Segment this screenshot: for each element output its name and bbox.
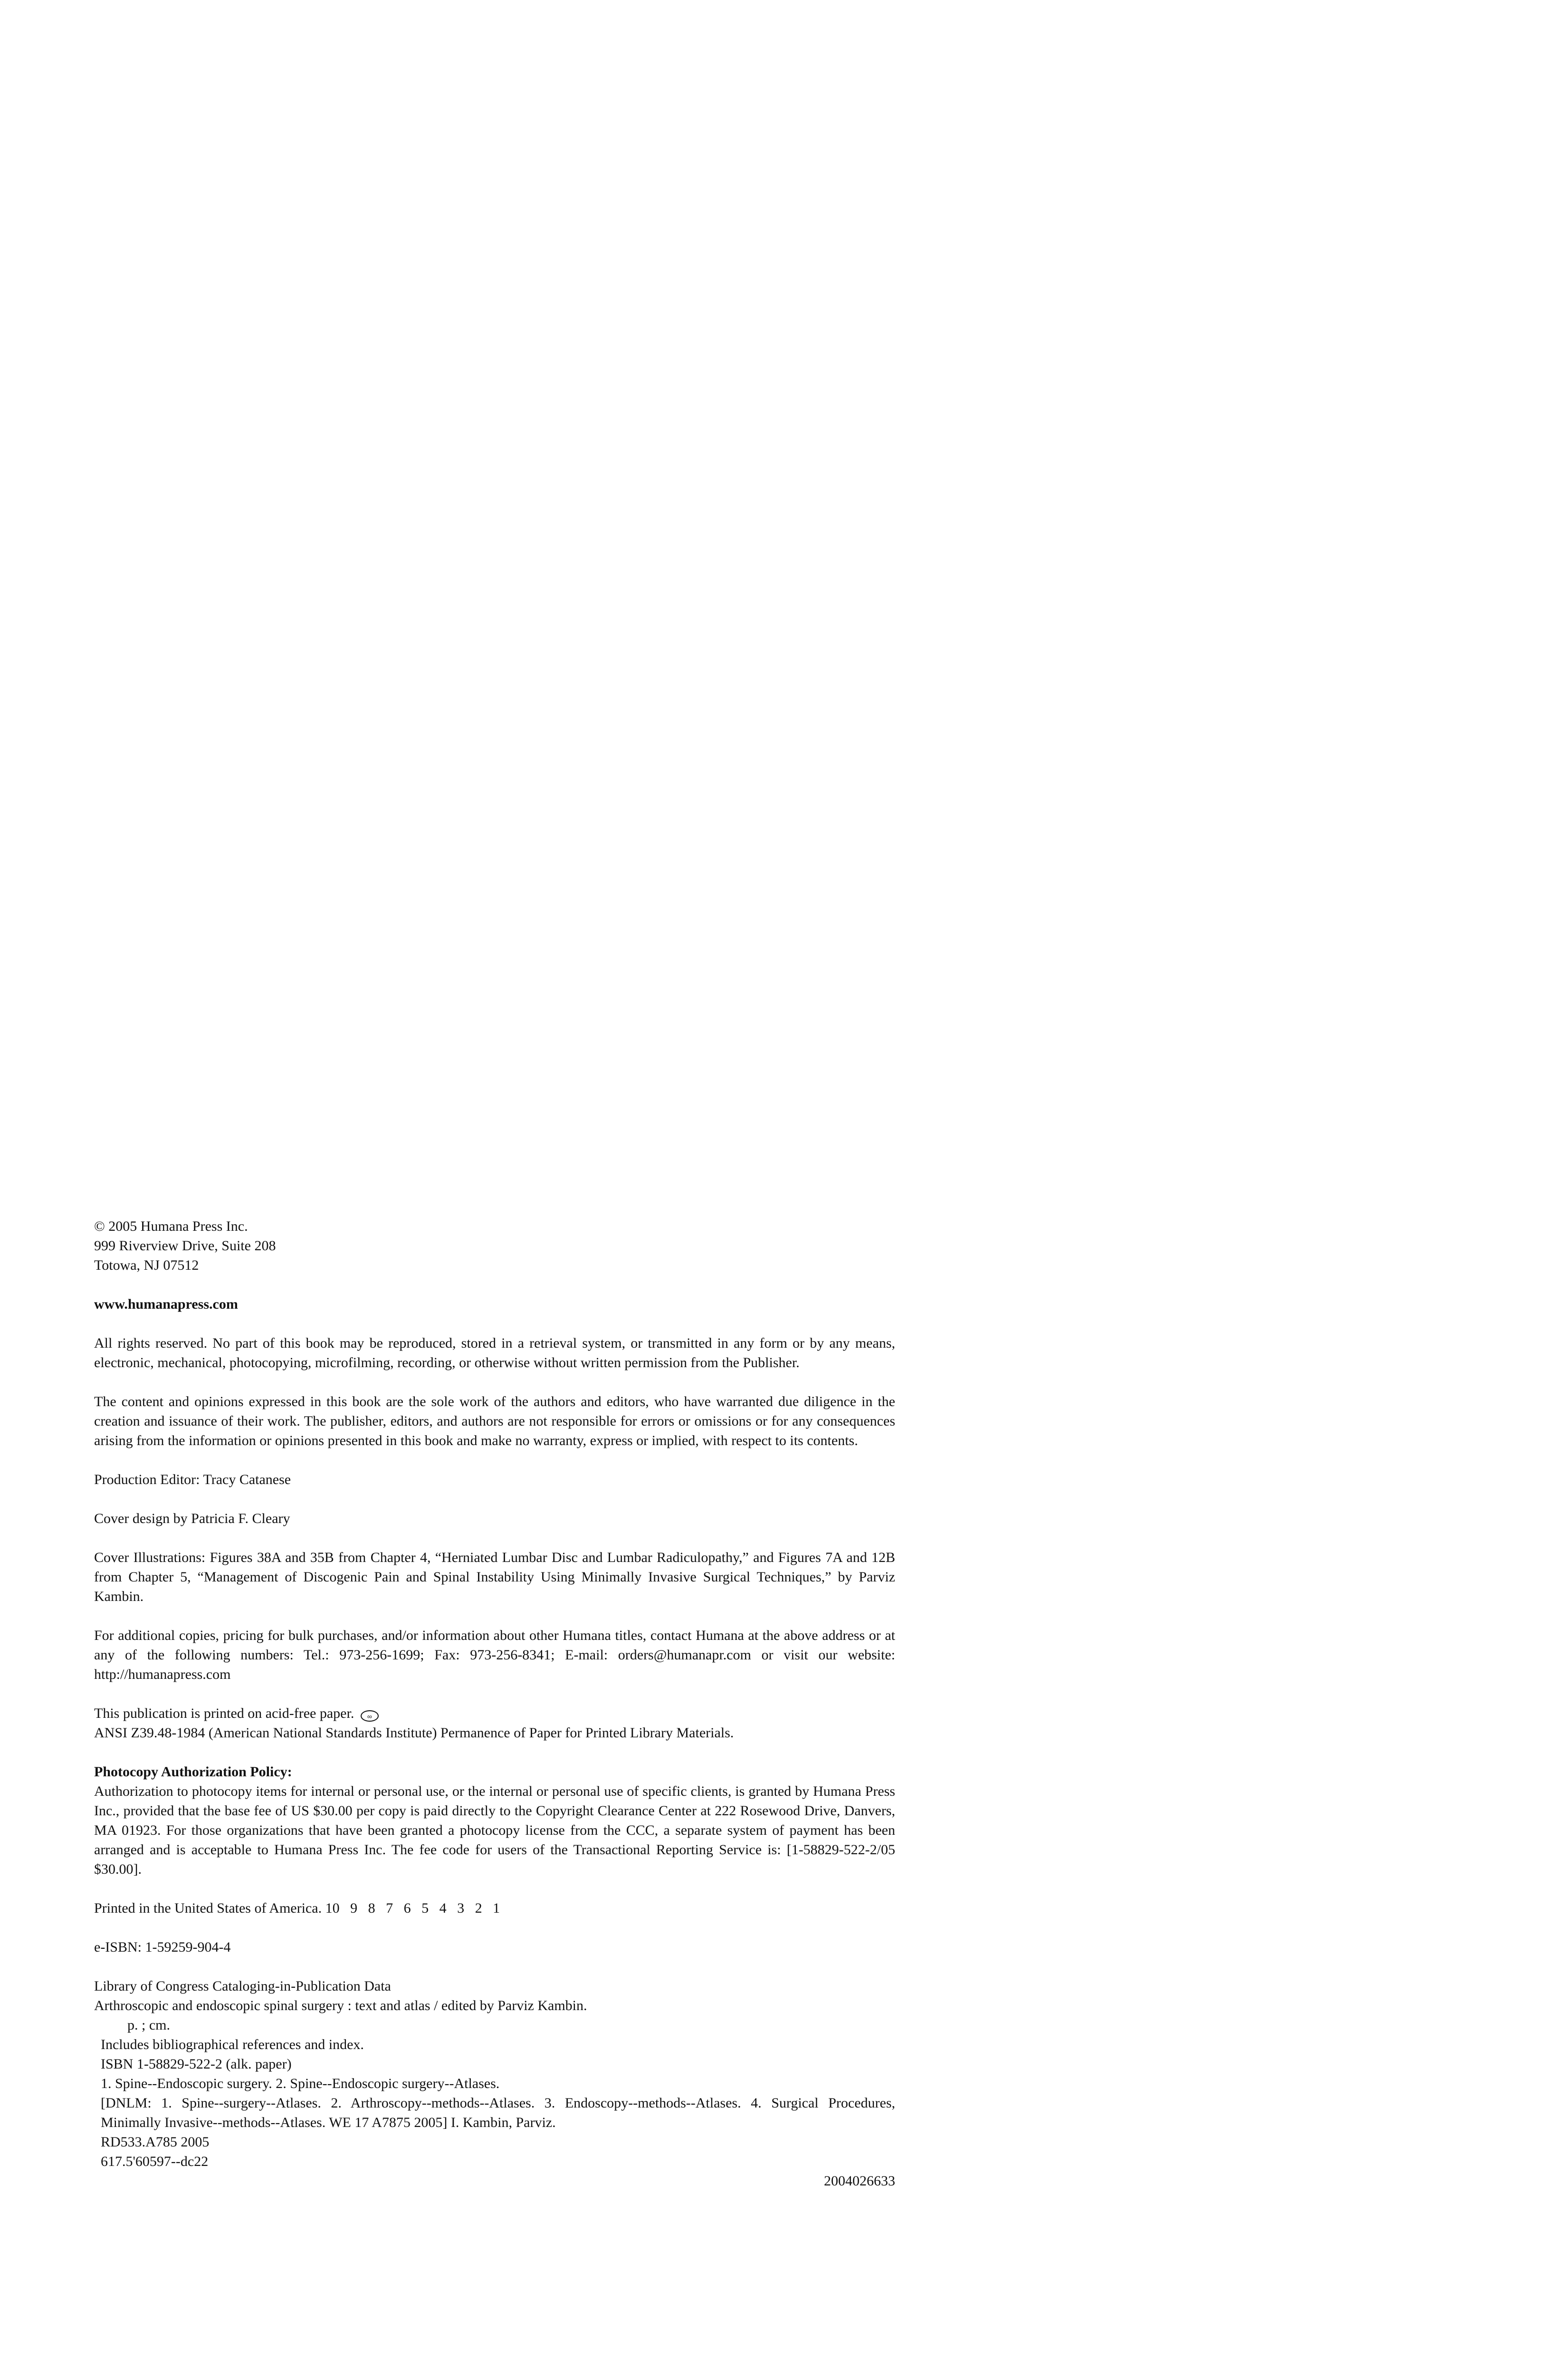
- cip-title: Arthroscopic and endoscopic spinal surgery : text and atlas / edited by Parviz Kambin.: [94, 1998, 587, 2013]
- cip-pages: p. ; cm.: [127, 2017, 170, 2033]
- additional-copies-info: For additional copies, pricing for bulk purchases, and/or information about other Humana titles, contact Humana at the above address or at any of the following numbers: Tel.: 973-256-1699; Fax: 973-256-8341; E-mail: orders@humanapr.com or visit our website: http://humanapress.com: [94, 1628, 895, 1682]
- acid-free-paper-text: This publication is printed on acid-free paper.: [94, 1705, 354, 1721]
- cip-isbn: ISBN 1-58829-522-2 (alk. paper): [101, 2056, 292, 2072]
- cip-dnlm: [DNLM: 1. Spine--surgery--Atlases. 2. Arthroscopy--methods--Atlases. 3. Endoscopy--methods--Atlases. 4. Surgical Procedures, Minimally Invasive--methods--Atlases. WE 17 A7875 2005] I. Kambin, Parviz.: [101, 2095, 895, 2130]
- publisher-website: www.humanapress.com: [94, 1296, 238, 1312]
- photocopy-policy-text: Authorization to photocopy items for internal or personal use, or the internal or personal use of specific clients, is granted by Humana Press Inc., provided that the base fee of US $30.00 per copy is paid directly to the Copyright Clearance Center at 222 Rosewood Drive, Danvers, MA 01923. For those organizations that have been granted a photocopy license from the CCC, a separate system of payment has been arranged and is acceptable to Humana Press Inc. The fee code for users of the Transactional Reporting Service is: [1-58829-522-2/05 $30.00].: [94, 1783, 895, 1877]
- copyright-page: [94, 1217, 895, 2191]
- cover-illustrations-credit: Cover Illustrations: Figures 38A and 35B from Chapter 4, “Herniated Lumbar Disc and Lumbar Radiculopathy,” and Figures 7A and 12B from Chapter 5, “Management of Discogenic Pain and Spinal Instability Using Minimally Invasive Surgical Techniques,” by Parviz Kambin.: [94, 1550, 895, 1604]
- rights-statement: All rights reserved. No part of this book may be reproduced, stored in a retrieval system, or transmitted in any form or by any means, electronic, mechanical, photocopying, microfilming, recording, or otherwise without written permission from the Publisher.: [94, 1335, 895, 1370]
- cip-includes: Includes bibliographical references and index.: [101, 2037, 364, 2052]
- ansi-standard-line: ANSI Z39.48-1984 (American National Standards Institute) Permanence of Paper for Printed Library Materials.: [94, 1725, 734, 1741]
- cip-call-number: RD533.A785 2005: [101, 2134, 210, 2150]
- cip-heading: Library of Congress Cataloging-in-Publication Data: [94, 1978, 391, 1994]
- printing-numbers: 10 9 8 7 6 5 4 3 2 1: [325, 1900, 500, 1916]
- disclaimer-paragraph: The content and opinions expressed in this book are the sole work of the authors and editors, who have warranted due diligence in the creation and issuance of their work. The publisher, editors, and authors are not responsible for errors or omissions or for any consequences arising from the information or opinions presented in this book and make no warranty, express or implied, with respect to its contents.: [94, 1394, 895, 1448]
- photocopy-policy-heading: Photocopy Authorization Policy:: [94, 1764, 292, 1780]
- publisher-address-line1: 999 Riverview Drive, Suite 208: [94, 1238, 276, 1254]
- printed-in-text: Printed in the United States of America.: [94, 1900, 322, 1916]
- cip-subjects: 1. Spine--Endoscopic surgery. 2. Spine--Endoscopic surgery--Atlases.: [101, 2076, 500, 2091]
- infinity-permanence-icon: ∞: [361, 1710, 379, 1722]
- printed-in-line: [94, 1898, 895, 1918]
- cover-design-credit: Cover design by Patricia F. Cleary: [94, 1511, 290, 1526]
- cip-lccn: 2004026633: [824, 2173, 895, 2189]
- cip-dewey: 617.5'60597--dc22: [101, 2154, 209, 2169]
- copyright-line: © 2005 Humana Press Inc.: [94, 1218, 248, 1234]
- eisbn-line: e-ISBN: 1-59259-904-4: [94, 1939, 231, 1955]
- acid-free-paper-line: [94, 1704, 895, 1723]
- publisher-address-line2: Totowa, NJ 07512: [94, 1257, 199, 1273]
- production-editor: Production Editor: Tracy Catanese: [94, 1472, 291, 1487]
